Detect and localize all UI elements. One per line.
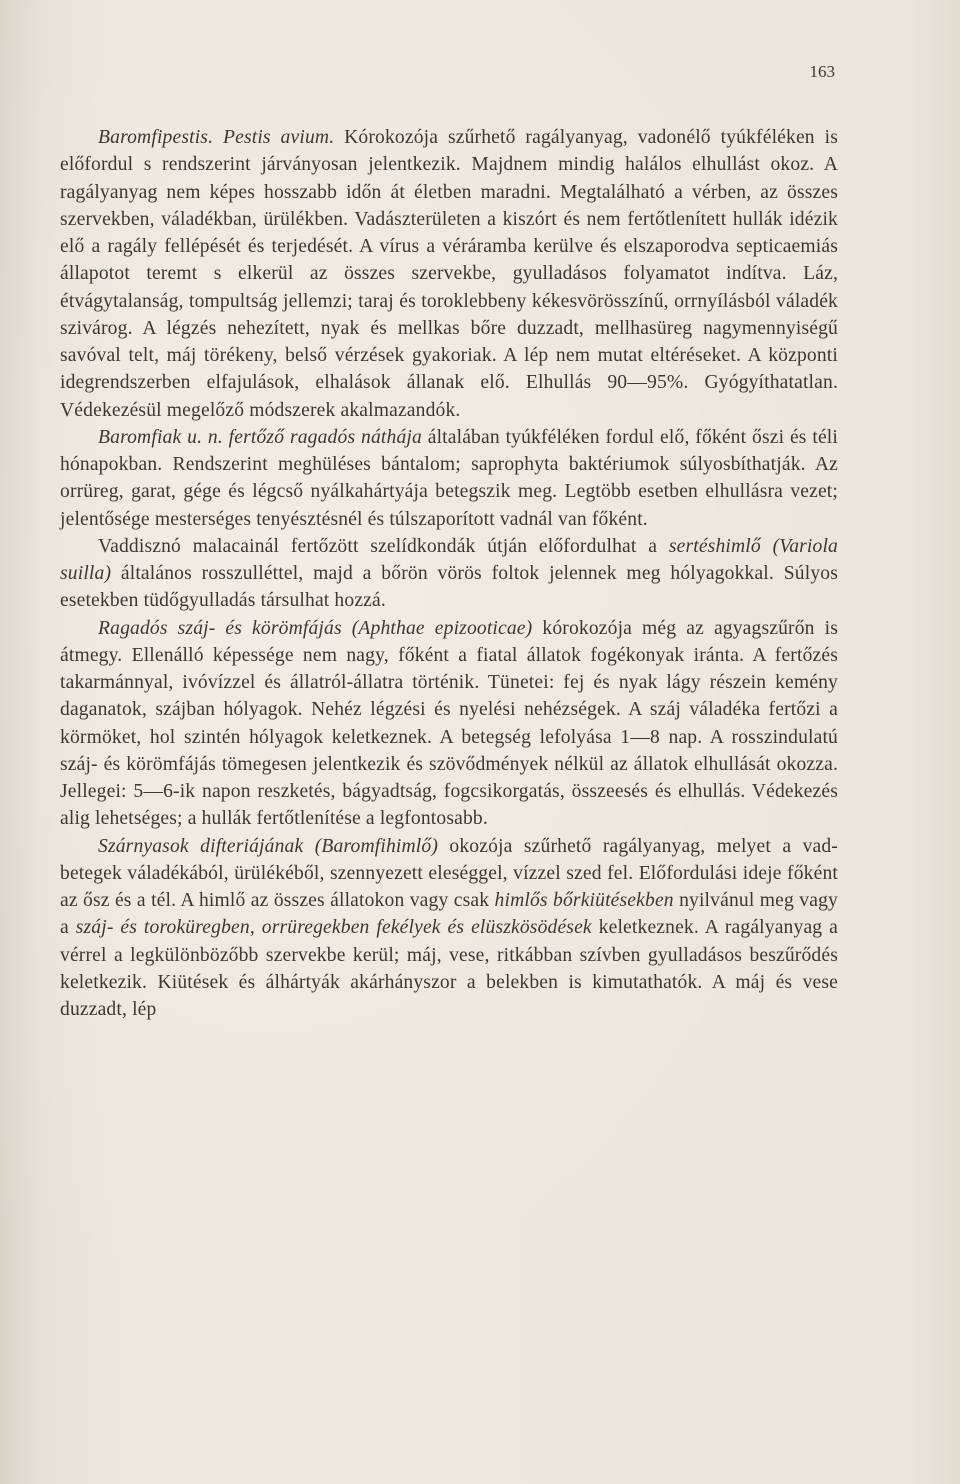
text-run: általános rosszulléttel, majd a bőrön vörös foltok jelennek meg hólyagokkal. Súlyos esetekben tüdőgyulladás társulhat hozzá.	[60, 563, 838, 612]
paragraph-ragados-nathaja	[60, 424, 838, 533]
text-run: Kórokozója szűrhető ragályanyag, vadonélő tyúkféléken is előfordul s rendszerint járványosan jelentkezik. Majdnem mindig halálos elhullást okoz. A ragályanyag nem képes hosszabb időn át életben maradni. Megtalálható a vérben, az összes szervekben, váladékban, ürülékben. Vadászterületen a kiszórt és nem fertőtlenített hullák idézik elő a ragály fellépését és terjedését. A vírus a véráramba kerülve és elszaporodva septicaemiás állapotot teremt s elkerül az összes szervekbe, gyulladásos folyamatot indítva. Láz, étvágytalanság, tompultság jellemzi; taraj és toroklebbeny kékesvörösszínű, orrnyílásból váladék szivárog. A légzés nehezített, nyak és mellkas bőre duzzadt, mellhasüreg nagymennyiségű savóval telt, máj törékeny, belső vérzések gyakoriak. A lép nem mutat eltéréseket. A központi idegrendszerben elfajulások, elhalások állanak elő. Elhullás 90—95%. Gyógyíthatatlan. Védekezésül megelőző módszerek akalmazandók.	[60, 127, 838, 421]
text-run: kórokozója még az agyagszűrőn is átmegy. Ellenálló képessége nem nagy, főként a fiatal állatok fogékonyak iránta. A fertőzés takarmánnyal, ivóvízzel és állatról-állatra történik. Tünetei: fej és nyak lágy részein kemény daganatok, szájban hólyagok. Nehéz légzési és nyelési nehézségek. A száj váladéka fertőzi a körmöket, hol szintén hólyagok keletkeznek. A betegség lefolyása 1—8 nap. A rosszindulatú száj- és körömfájás tömegesen jelentkezik és szövődmények nélkül az állatok elhullását okozza. Jellegei: 5—6-ik napon reszketés, bágyadtság, fogcsikorgatás, összeesés és elhullás. Védekezés alig lehetséges; a hullák fertőtlenítése a legfontosabb.	[60, 617, 838, 830]
text-run: általában tyúkféléken fordul elő, főként őszi és téli hónapokban. Rendszerint meghüléses bántalom; saprophyta baktériumok súlyosbíthatják. Az orrüreg, garat, gége és légcső nyálkahártyája betegszik meg. Legtöbb esetben elhullásra vezet; jelentősége mesterséges tenyésztésnél és túlszaporított vadnál van főként.	[60, 426, 838, 530]
text-run: Vaddisznó malacainál fertőzött szelídkondák útján előfordulhat a	[98, 535, 669, 557]
italic-term: száj- és toroküregben, orrüregekben fekélyek és elüszkösödések	[75, 917, 592, 939]
paragraph-baromfipestis	[60, 124, 838, 424]
page-number: 163	[809, 62, 835, 81]
italic-term: Szárnyasok difteriájának (Baromfihimlő)	[98, 835, 439, 857]
paragraph-baromfihimlo	[60, 833, 838, 1024]
italic-term: Ragadós száj- és körömfájás (Aphthae epizooticae)	[98, 617, 533, 639]
paragraph-sertashimlo	[60, 533, 838, 615]
body-text	[60, 124, 838, 1023]
text-run: okozója szűrhető ragályanyag, melyet a vad-betegek váladékából, ürülékéből, szennyezett eleséggel, vízzel szed fel. Előfordulási ideje főként az ősz és a tél. A himlő az összes állatokon vagy csak	[60, 835, 838, 911]
italic-term: sertéshimlő (Variola suilla)	[60, 535, 838, 584]
italic-term: Baromfipestis. Pestis avium.	[98, 127, 335, 148]
paragraph-szaj-es-koromfajas	[60, 615, 838, 833]
italic-term: Baromfiak u. n. fertőző ragadós náthája	[98, 426, 422, 448]
italic-term: himlős bőrkiütésekben	[494, 890, 674, 911]
text-run: nyilvánul meg vagy a	[60, 890, 838, 939]
text-run: keletkeznek. A ragályanyag a vérrel a legkülönbözőbb szervekbe kerül; máj, vese, ritkábban szívben gyulladásos beszűrődés keletkezik. Kiütések és álhártyák akárhányszor a belekben is kimutathatók. A máj és vese duzzadt, lép	[60, 917, 838, 1020]
